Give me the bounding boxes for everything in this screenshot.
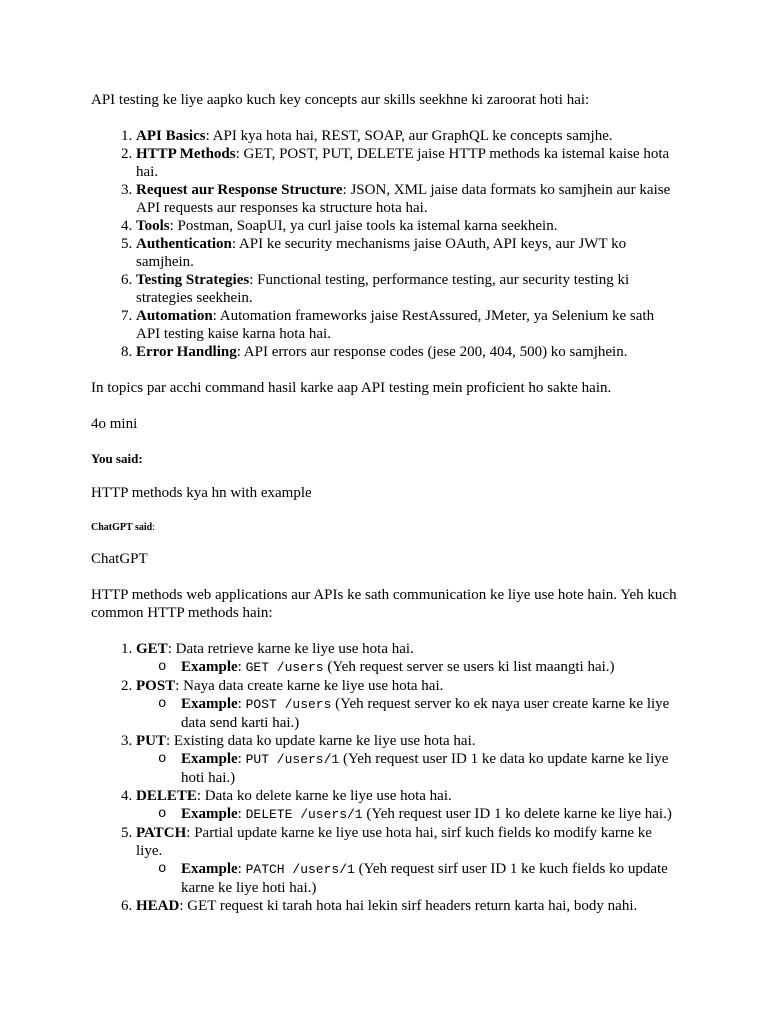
example-list [136, 805, 681, 824]
list-item [136, 127, 681, 145]
list-item [136, 271, 681, 307]
chatgpt-name: ChatGPT [91, 551, 148, 567]
answer-intro: HTTP methods web applications aur APIs ke sath communication ke liye use hote hain. Yeh kuch common HTTP methods hain: [91, 587, 677, 621]
example-list [136, 695, 681, 732]
chatgpt-said-label: ChatGPT said [91, 522, 153, 533]
concept-text: : Postman, SoapUI, ya curl jaise tools ka istemal karna seekhein. [169, 218, 558, 234]
example-text: (Yeh request server ko ek naya user create karne ke liye data send karti hai.) [181, 696, 670, 731]
example-label: Example [181, 861, 238, 877]
example-text: (Yeh request sirf user ID 1 ke kuch fields ko update karne ke liye hoti hai.) [181, 861, 668, 896]
example-item: o Example: POST /users (Yeh request server ko ek naya user create karne ke liye data send karti hai.) [181, 695, 681, 732]
example-label: Example [181, 806, 238, 822]
list-item [136, 897, 681, 915]
method-desc: : Existing data ko update karne ke liye use hota hai. [166, 733, 476, 749]
list-item [136, 824, 681, 897]
concept-text: : Functional testing, performance testing, aur security testing ki strategies seekhein. [136, 272, 630, 306]
example-list [136, 860, 681, 897]
list-item [136, 787, 681, 824]
example-label: Example [181, 659, 238, 675]
intro-paragraph: API testing ke liye aapko kuch key concepts aur skills seekhne ki zaroorat hoti hai: [91, 92, 590, 108]
method-name: DELETE [136, 788, 197, 804]
list-item [136, 181, 681, 217]
example-list [136, 658, 681, 677]
concept-term: Error Handling [136, 344, 237, 360]
chatgpt-said-heading [91, 517, 681, 537]
example-code: PATCH /users/1 [245, 862, 355, 877]
concepts-list [91, 127, 681, 361]
concept-text: : Automation frameworks jaise RestAssured, JMeter, ya Selenium ke sath API testing kaise karna hota hai. [136, 308, 655, 342]
concept-text: : API ke security mechanisms jaise OAuth, API keys, aur JWT ko samjhein. [136, 236, 627, 270]
list-item [136, 732, 681, 787]
concept-term: HTTP Methods [136, 146, 236, 162]
example-label: Example [181, 751, 238, 767]
list-item [136, 145, 681, 181]
method-name: PUT [136, 733, 166, 749]
method-desc: : GET request ki tarah hota hai lekin sirf headers return karta hai, body nahi. [179, 898, 638, 914]
example-text: (Yeh request server se users ki list maangti hai.) [323, 659, 615, 675]
list-item [136, 343, 681, 361]
method-desc: : Partial update karne ke liye use hota hai, sirf kuch fields ko modify karne ke liye. [136, 825, 652, 859]
user-question: HTTP methods kya hn with example [91, 485, 312, 501]
concept-term: Testing Strategies [136, 272, 250, 288]
example-item: o Example: DELETE /users/1 (Yeh request user ID 1 ko delete karne ke liye hai.) [181, 805, 681, 824]
example-text: (Yeh request user ID 1 ke data ko update karne ke liye hoti hai.) [181, 751, 669, 786]
example-code: PUT /users/1 [245, 752, 340, 767]
model-label: 4o mini [91, 416, 138, 432]
example-text: (Yeh request user ID 1 ko delete karne ke liye hai.) [362, 806, 672, 822]
method-name: POST [136, 678, 176, 694]
concept-term: Tools [136, 218, 170, 234]
example-label: Example [181, 696, 238, 712]
concept-term: API Basics [136, 128, 206, 144]
method-name: HEAD [136, 898, 180, 914]
you-said-label: You said: [91, 451, 143, 466]
example-list [136, 750, 681, 787]
concept-text: : API errors aur response codes (jese 200, 404, 500) ko samjhein. [236, 344, 628, 360]
concept-term: Authentication [136, 236, 232, 252]
document-body [91, 91, 681, 915]
example-code: GET /users [245, 660, 324, 675]
method-desc: : Naya data create karne ke liye use hota hai. [175, 678, 444, 694]
list-item [136, 677, 681, 732]
summary-paragraph: In topics par acchi command hasil karke aap API testing mein proficient ho sakte hain. [91, 380, 612, 396]
method-name: PATCH [136, 825, 187, 841]
example-code: POST /users [245, 697, 332, 712]
method-name: GET [136, 641, 168, 657]
example-item: o Example: GET /users (Yeh request server se users ki list maangti hai.) [181, 658, 681, 677]
you-said-heading [91, 450, 681, 468]
example-item: o Example: PUT /users/1 (Yeh request user ID 1 ke data ko update karne ke liye hoti hai.) [181, 750, 681, 787]
chatgpt-said-colon: : [152, 522, 156, 533]
list-item [136, 307, 681, 343]
method-desc: : Data retrieve karne ke liye use hota hai. [167, 641, 414, 657]
concept-text: : API kya hota hai, REST, SOAP, aur GraphQL ke concepts samjhe. [205, 128, 613, 144]
concept-term: Request aur Response Structure [136, 182, 343, 198]
concept-text: : GET, POST, PUT, DELETE jaise HTTP methods ka istemal kaise hota hai. [136, 146, 670, 180]
list-item [136, 640, 681, 677]
method-desc: : Data ko delete karne ke liye use hota hai. [196, 788, 452, 804]
methods-list [91, 640, 681, 915]
example-item: o Example: PATCH /users/1 (Yeh request sirf user ID 1 ke kuch fields ko update karne ke liye hoti hai.) [181, 860, 681, 897]
list-item [136, 235, 681, 271]
list-item [136, 217, 681, 235]
example-code: DELETE /users/1 [245, 807, 363, 822]
concept-text: : JSON, XML jaise data formats ko samjhein aur kaise API requests aur responses ka structure hota hai. [136, 182, 671, 216]
concept-term: Automation [136, 308, 213, 324]
